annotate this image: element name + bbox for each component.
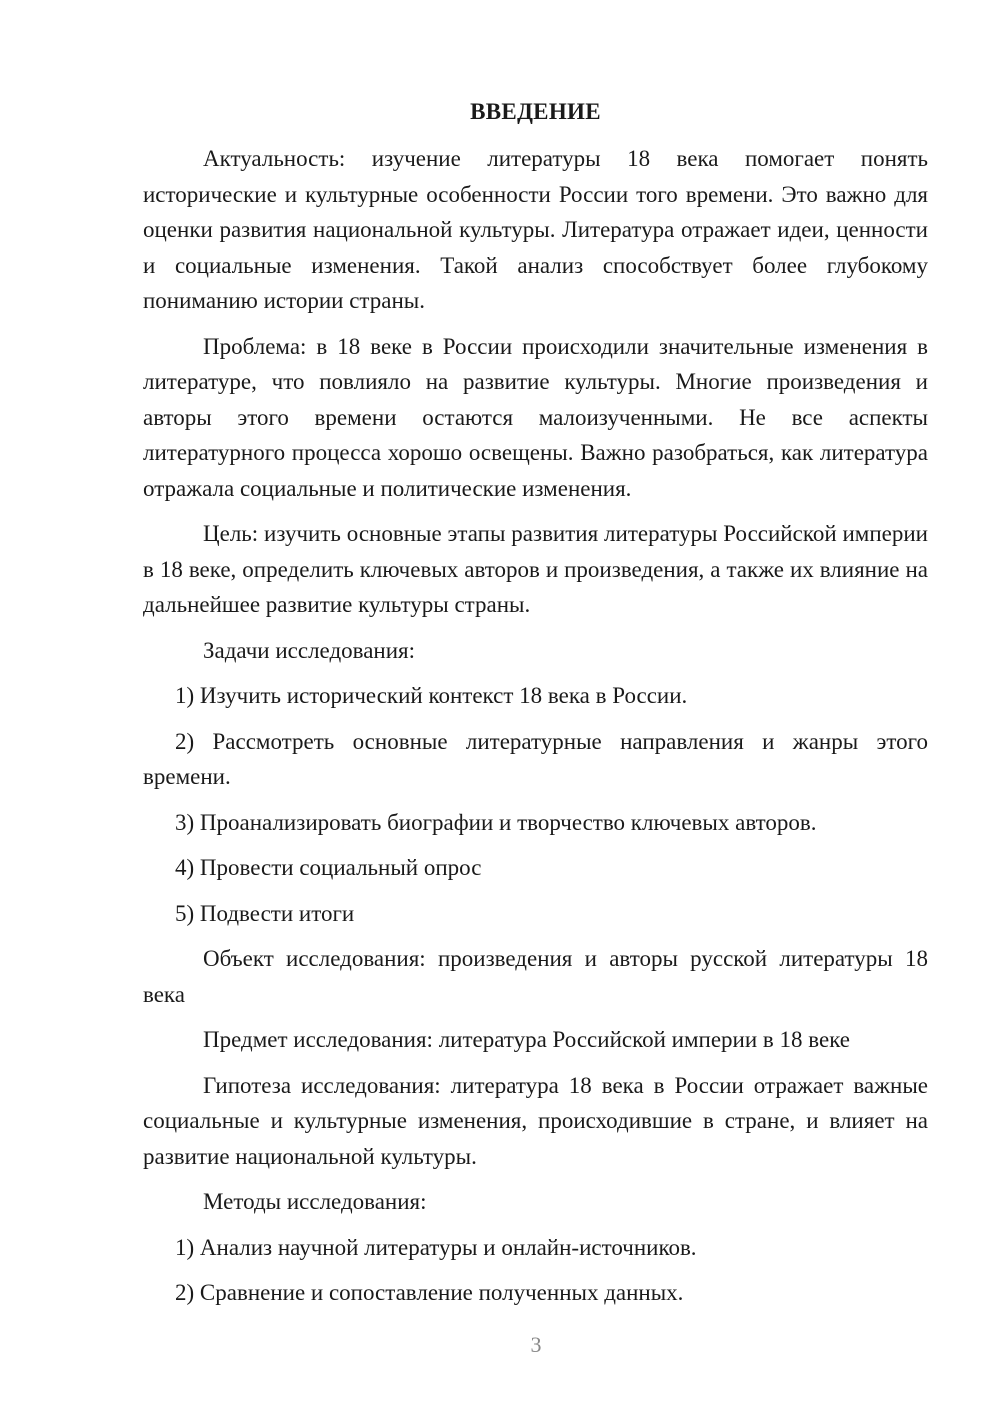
- page-content: [143, 94, 928, 1321]
- hypothesis-paragraph: Гипотеза исследования: литература 18 века в России отражает важные социальные и культурные изменения, происходившие в стране, и влияет на развитие национальной культуры.: [143, 1072, 928, 1169]
- page-title: ВВЕДЕНИЕ: [470, 99, 601, 124]
- task-item-2: 2) Рассмотреть основные литературные направления и жанры этого времени.: [143, 728, 928, 789]
- task-item-4: 4) Провести социальный опрос: [175, 855, 482, 880]
- method-item-1: 1) Анализ научной литературы и онлайн-источников.: [175, 1234, 697, 1260]
- methods-heading: Методы исследования:: [203, 1189, 427, 1214]
- task-item-5: 5) Подвести итоги: [175, 900, 355, 926]
- tasks-heading: Задачи исследования:: [203, 637, 416, 663]
- object-paragraph: Объект исследования: произведения и авторы русской литературы 18 века: [143, 946, 928, 1007]
- task-item-3: 3) Проанализировать биографии и творчество ключевых авторов.: [175, 809, 817, 835]
- relevance-paragraph: Актуальность: изучение литературы 18 века помогает понять исторические и культурные особенности России того времени. Это важно для оценки развития национальной культуры. Литература отражает идеи, ценности и социальные изменения. Такой анализ способствует более глубокому пониманию истории страны.: [143, 146, 928, 313]
- method-item-2: 2) Сравнение и сопоставление полученных данных.: [175, 1280, 684, 1305]
- problem-paragraph: Проблема: в 18 веке в России происходили значительные изменения в литературе, что повлияло на развитие культуры. Многие произведения и авторы этого времени остаются малоизученными. Не все аспекты литературного процесса хорошо освещены. Важно разобраться, как литература отражала социальные и политические изменения.: [143, 333, 928, 501]
- goal-paragraph: Цель: изучить основные этапы развития литературы Российской империи в 18 веке, определить ключевых авторов и произведения, а также их влияние на дальнейшее развитие культуры страны.: [143, 521, 928, 617]
- task-item-1: 1) Изучить исторический контекст 18 века в России.: [175, 683, 688, 708]
- page-number: 3: [530, 1332, 542, 1357]
- subject-paragraph: Предмет исследования: литература Российской империи в 18 веке: [203, 1027, 851, 1052]
